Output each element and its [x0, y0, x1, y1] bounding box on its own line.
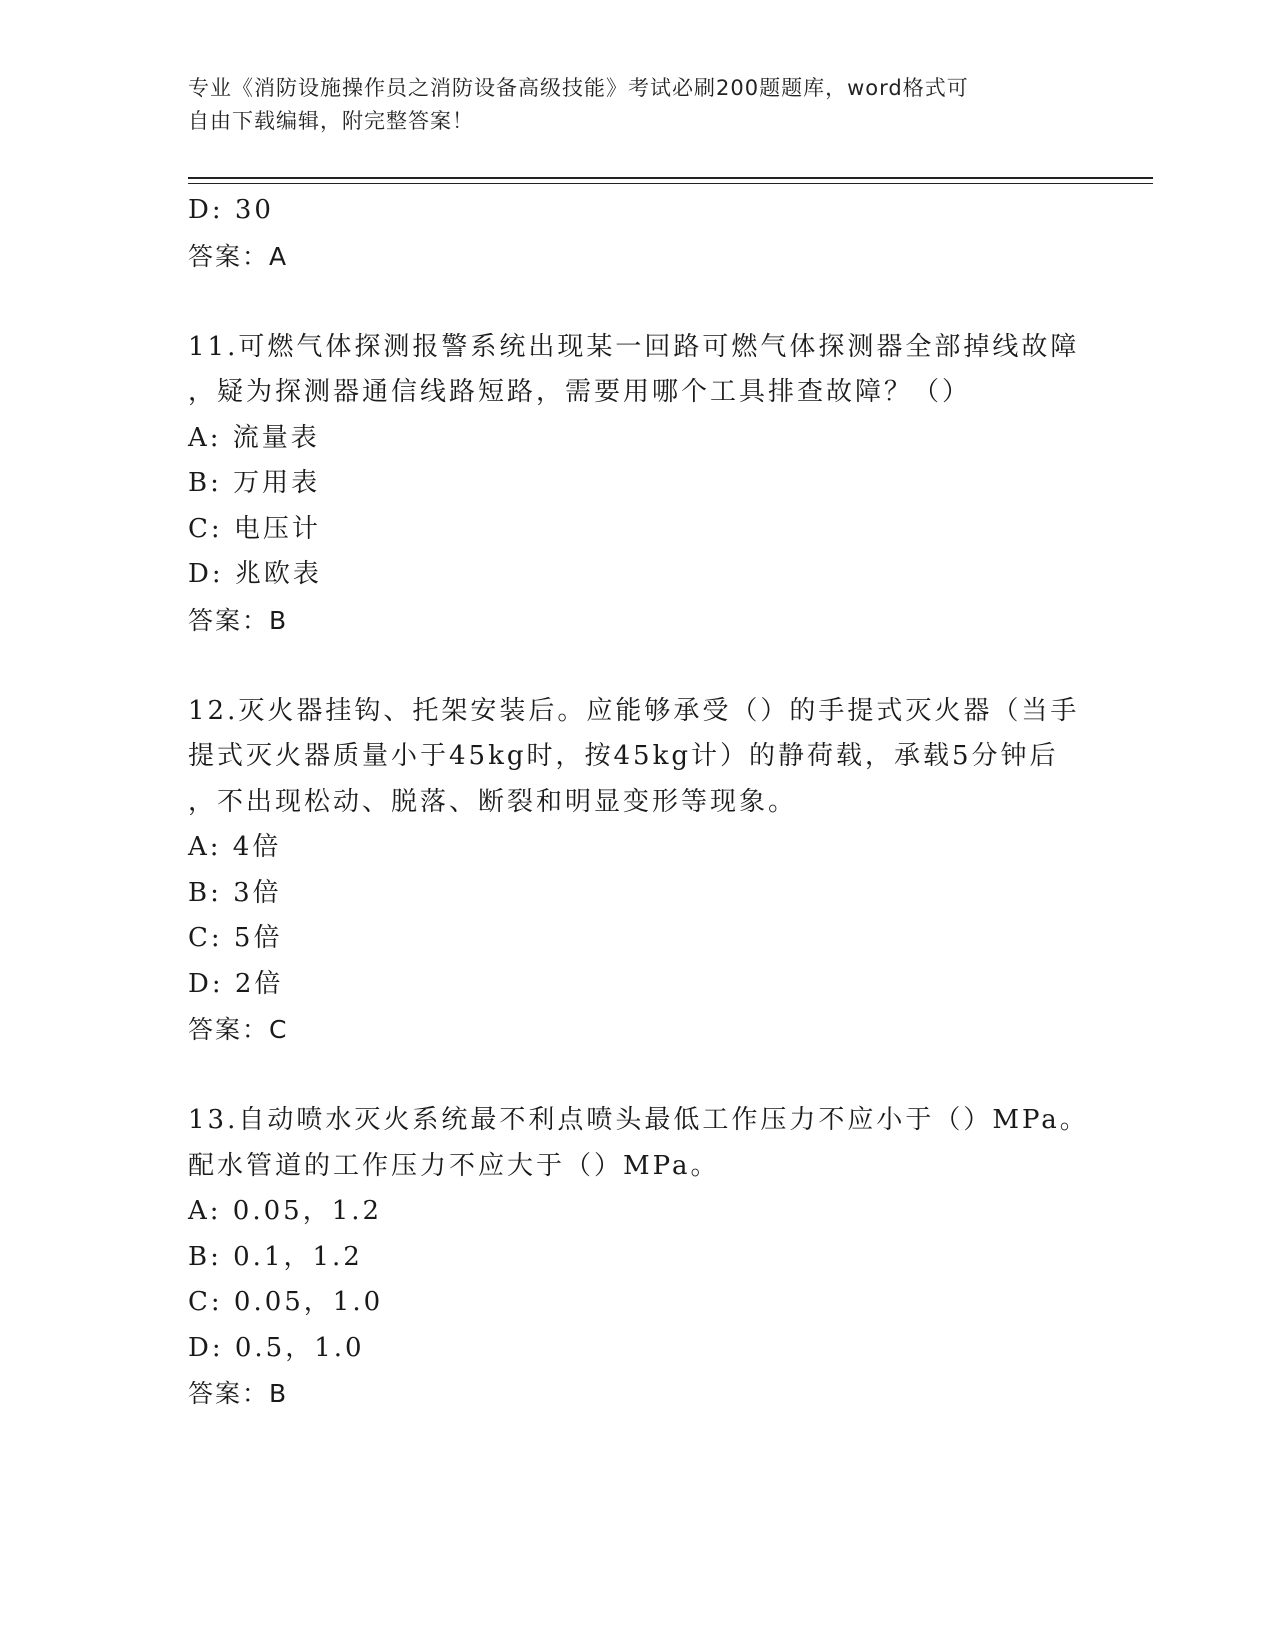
question-12-option-d: D: 2倍: [188, 968, 284, 999]
question-11-option-d: D: 兆欧表: [188, 559, 322, 589]
question-12-option-b: B: 3倍: [188, 877, 282, 908]
question-13-option-a: A: 0.05，1.2: [188, 1196, 383, 1226]
header-line-1: 专业《消防设施操作员之消防设备高级技能》考试必刷200题题库，word格式可: [188, 76, 969, 100]
question-13: [188, 1098, 1088, 1417]
header-divider: [188, 177, 1153, 179]
question-11-answer: 答案：B: [188, 605, 289, 635]
question-12-line-2: 提式灭火器质量小于45kg时，按45kg计）的静荷载，承载5分钟后: [188, 741, 1059, 771]
question-12-option-a: A: 4倍: [188, 832, 282, 862]
document-body: [188, 188, 1088, 1417]
header-line-2: 自由下载编辑，附完整答案！: [188, 109, 474, 133]
question-12-answer: 答案：C: [188, 1015, 289, 1044]
spacer: [188, 279, 1088, 325]
header-divider-thin: [188, 183, 1153, 184]
question-11: [188, 325, 1088, 644]
question-13-option-d: D: 0.5，1.0: [188, 1332, 365, 1363]
question-11-option-a: A: 流量表: [188, 422, 320, 453]
spacer: [188, 643, 1088, 689]
question-11-line-2: ，疑为探测器通信线路短路，需要用哪个工具排查故障？（）: [188, 377, 972, 407]
prev-option-d: D: 30: [188, 195, 274, 225]
question-13-line-2: 配水管道的工作压力不应大于（）MPa。: [188, 1150, 720, 1181]
spacer: [188, 1053, 1088, 1099]
question-12-line-3: ，不出现松动、脱落、断裂和明显变形等现象。: [188, 786, 798, 817]
question-12-line-1: 12.灭火器挂钩、托架安装后。应能够承受（）的手提式灭火器（当手: [188, 695, 1080, 726]
question-13-answer: 答案：B: [188, 1379, 289, 1408]
question-11-line-1: 11.可燃气体探测报警系统出现某一回路可燃气体探测器全部掉线故障: [188, 331, 1080, 362]
question-13-option-b: B: 0.1，1.2: [188, 1241, 363, 1272]
question-11-option-c: C: 电压计: [188, 513, 321, 544]
question-13-option-c: C: 0.05，1.0: [188, 1287, 384, 1317]
question-13-line-1: 13.自动喷水灭火系统最不利点喷头最低工作压力不应小于（）MPa。: [188, 1105, 1089, 1135]
prev-answer: 答案：A: [188, 241, 289, 271]
document-header: [188, 72, 1068, 138]
question-12-option-c: C: 5倍: [188, 923, 283, 953]
question-12: [188, 689, 1088, 1053]
question-11-option-b: B: 万用表: [188, 468, 321, 498]
